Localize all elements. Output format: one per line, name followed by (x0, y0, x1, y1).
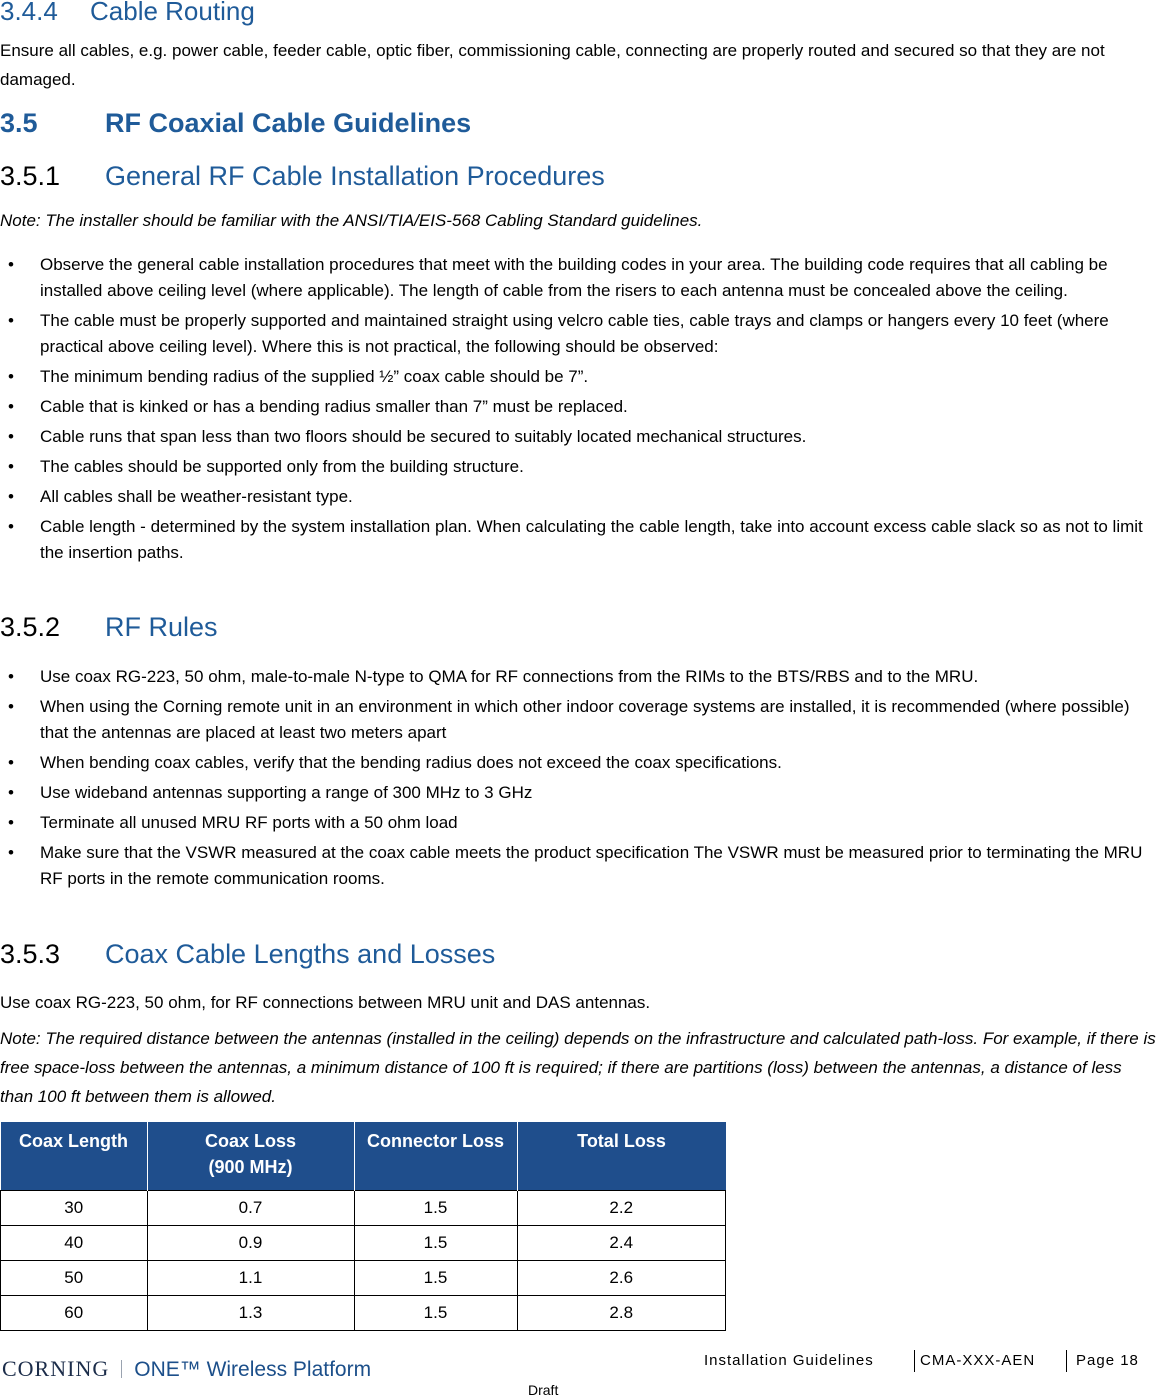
list-item: • Observe the general cable installation procedures that meet with the building codes in your area. The building code requires that all cabling be installed above ceiling level (where applicable). The length of cable from the risers to each antenna must be concealed above the ceiling. (8, 255, 1108, 300)
list-item: • Terminate all unused MRU RF ports with a 50 ohm load (8, 813, 458, 832)
list-item: • Cable length - determined by the system installation plan. When calculating the cable length, take into account excess cable slack so as not to limit the insertion paths. (8, 517, 1143, 562)
table-row: 30 0.7 1.5 2.2 (1, 1191, 726, 1226)
list-item: • Cable that is kinked or has a bending radius smaller than 7” must be replaced. (8, 397, 628, 416)
col-header-coax-length: Coax Length (1, 1122, 148, 1191)
logo-divider (121, 1360, 122, 1378)
section-3-5-3-heading (0, 939, 495, 970)
section-3-4-4-body: Ensure all cables, e.g. power cable, feeder cable, optic fiber, commissioning cable, connecting are properly routed and secured so that they are not damaged. (0, 41, 1105, 89)
section-number: 3.4.4 (0, 0, 58, 26)
section-3-5-2-heading (0, 612, 218, 643)
section-number: 3.5.2 (0, 612, 61, 642)
brand-name: CORNING (2, 1356, 110, 1381)
coax-loss-table (0, 1122, 726, 1331)
list-item: • The cable must be properly supported and maintained straight using velcro cable ties, cable trays and clamps or hangers every 10 feet (where practical above ceiling level). Where this is not practical, the following should be observed: (8, 311, 1109, 356)
section-3-5-1-heading (0, 161, 605, 192)
list-item: • Use coax RG-223, 50 ohm, male-to-male N-type to QMA for RF connections from the RIMs to the BTS/RBS and to the MRU. (8, 667, 979, 686)
platform-name: ONE™ Wireless Platform (134, 1358, 372, 1381)
table-row: 50 1.1 1.5 2.6 (1, 1261, 726, 1296)
footer-doc-code: CMA-XXX-AEN (920, 1352, 1036, 1369)
table-header-row (1, 1122, 726, 1191)
section-title: RF Coaxial Cable Guidelines (105, 108, 472, 138)
table-row: 60 1.3 1.5 2.8 (1, 1296, 726, 1331)
section-title: Cable Routing (90, 0, 255, 26)
section-title: RF Rules (105, 612, 218, 642)
section-3-5-3-note: Note: The required distance between the antennas (installed in the ceiling) depends on the infrastructure and calculated path-loss. For example, if there is free space-loss between the antennas, a minimum distance of 100 ft is required; if there are partitions (loss) between the antennas, a distance of less than 100 ft between them is allowed. (0, 1029, 1156, 1106)
col-header-connector-loss: Connector Loss (354, 1122, 517, 1191)
section-title: Coax Cable Lengths and Losses (105, 939, 496, 969)
list-item: • Use wideband antennas supporting a range of 300 MHz to 3 GHz (8, 783, 533, 802)
corning-logo (2, 1356, 371, 1382)
rf-rules-list (0, 664, 1158, 896)
list-item: • The cables should be supported only from the building structure. (8, 457, 524, 476)
list-item: • When using the Corning remote unit in an environment in which other indoor coverage systems are installed, it is recommended (where possible) that the antennas are placed at least two meters apart (8, 697, 1130, 742)
draft-label: Draft (528, 1382, 559, 1398)
footer-divider (914, 1350, 915, 1372)
list-item: • When bending coax cables, verify that the bending radius does not exceed the coax specifications. (8, 753, 782, 772)
section-3-4-4-heading (0, 0, 255, 27)
col-header-total-loss: Total Loss (517, 1122, 726, 1191)
section-3-5-1-note: Note: The installer should be familiar with the ANSI/TIA/EIS-568 Cabling Standard guidelines. (0, 211, 703, 230)
footer-divider (1066, 1350, 1067, 1372)
section-3-5-heading (0, 108, 471, 139)
cable-installation-list (0, 252, 1158, 570)
footer-doc-title: Installation Guidelines (704, 1352, 874, 1369)
section-number: 3.5.1 (0, 161, 61, 191)
table-row: 40 0.9 1.5 2.4 (1, 1226, 726, 1261)
section-title: General RF Cable Installation Procedures (105, 161, 605, 191)
list-item: • All cables shall be weather-resistant type. (8, 487, 353, 506)
list-item: • Cable runs that span less than two floors should be secured to suitably located mechanical structures. (8, 427, 807, 446)
section-number: 3.5 (0, 108, 38, 138)
list-item: • Make sure that the VSWR measured at the coax cable meets the product specification The VSWR must be measured prior to terminating the MRU RF ports in the remote communication rooms. (8, 843, 1143, 888)
footer-page-number: Page 18 (1076, 1352, 1139, 1369)
section-number: 3.5.3 (0, 939, 61, 969)
section-3-5-3-body: Use coax RG-223, 50 ohm, for RF connections between MRU unit and DAS antennas. (0, 993, 651, 1012)
list-item: • The minimum bending radius of the supplied ½” coax cable should be 7”. (8, 367, 589, 386)
col-header-coax-loss: Coax Loss (900 MHz) (147, 1122, 354, 1191)
